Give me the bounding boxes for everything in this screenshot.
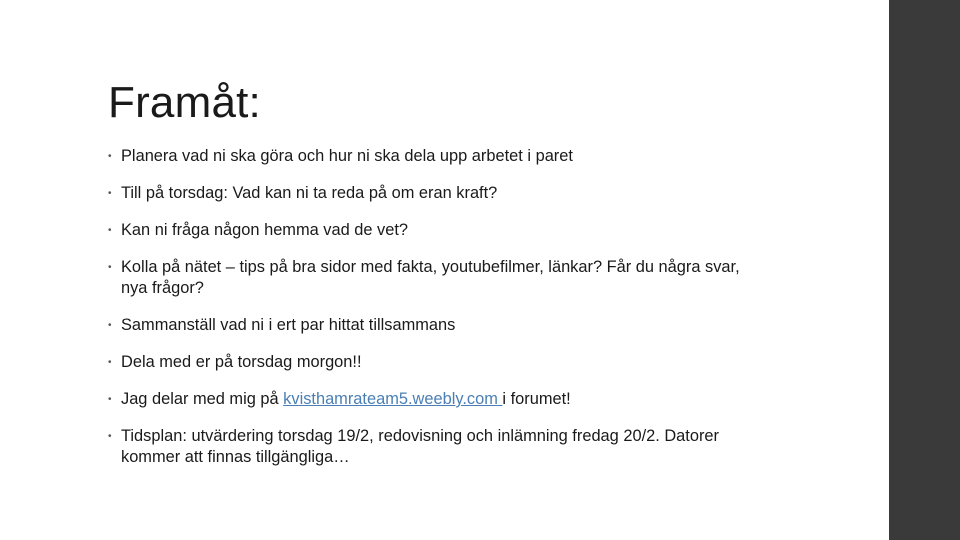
bullet-item <box>108 315 768 336</box>
bullet-text: Dela med er på torsdag morgon!! <box>121 353 362 371</box>
bullet-text-after-link: i forumet! <box>502 390 571 408</box>
bullet-icon: • <box>108 151 112 162</box>
bullet-text: Kan ni fråga någon hemma vad de vet? <box>121 221 409 239</box>
bullet-text: Tidsplan: utvärdering torsdag 19/2, redovisning och inlämning fredag 20/2. Datorer kommer att finnas tillgängliga… <box>121 427 720 466</box>
bullet-icon: • <box>108 431 112 442</box>
bullet-item <box>108 257 768 299</box>
bullet-item <box>108 220 768 241</box>
bullet-icon: • <box>108 225 112 236</box>
side-bar <box>889 0 960 540</box>
bullet-text: Sammanställ vad ni i ert par hittat tillsammans <box>121 316 456 334</box>
bullet-item <box>108 352 768 373</box>
bullet-item <box>108 183 768 204</box>
bullet-item <box>108 389 768 410</box>
bullet-text: Planera vad ni ska göra och hur ni ska dela upp arbetet i paret <box>121 147 573 165</box>
bullet-icon: • <box>108 262 112 273</box>
slide-title: Framåt: <box>108 78 261 127</box>
bullet-text-before-link: Jag delar med mig på <box>121 390 284 408</box>
bullet-icon: • <box>108 357 112 368</box>
bullet-item <box>108 146 768 167</box>
bullet-icon: • <box>108 320 112 331</box>
bullet-text: Kolla på nätet – tips på bra sidor med fakta, youtubefilmer, länkar? Får du några svar, nya frågor? <box>121 258 740 297</box>
bullet-item <box>108 426 768 468</box>
forum-link[interactable]: kvisthamrateam5.weebly.com <box>283 390 503 408</box>
bullet-icon: • <box>108 188 112 199</box>
bullet-list <box>108 146 768 484</box>
bullet-icon: • <box>108 394 112 405</box>
bullet-text: Till på torsdag: Vad kan ni ta reda på om eran kraft? <box>121 184 498 202</box>
